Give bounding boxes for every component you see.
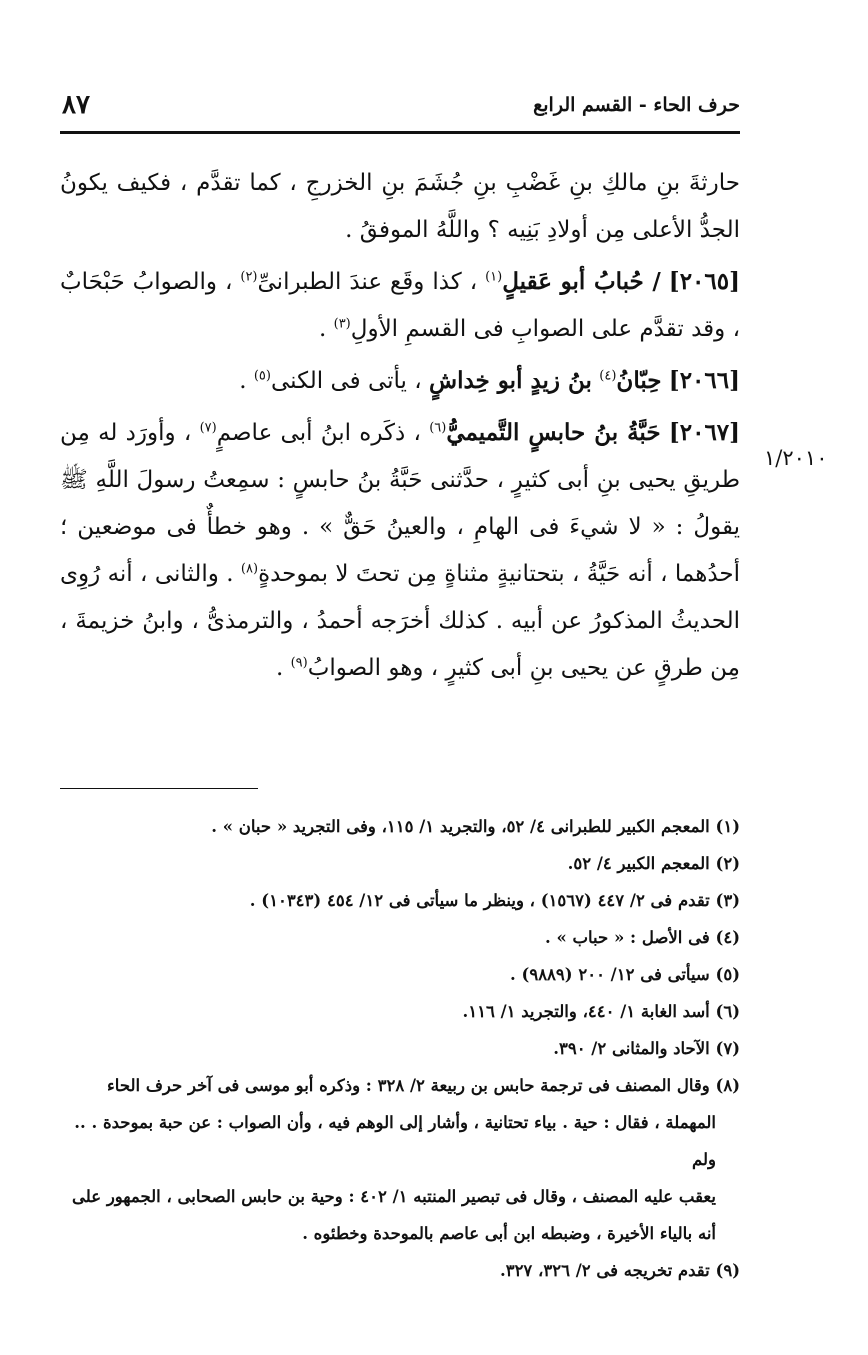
- entry-number: [٢٠٦٥]: [668, 268, 740, 295]
- entry-name: / حُبابُ أبو عَقيلٍ: [502, 268, 661, 295]
- paragraph-continuation: حارثةَ بنِ مالكِ بنِ غَضْبِ بنِ جُشَمَ بنِ الخزرجِ ، كما تقدَّم ، فكيف يكونُ الجدُّ الأعلى مِن أولادِ بَنِيه ؟ واللَّهُ الموفقُ .: [60, 170, 740, 243]
- footnote-1: (١) المعجم الكبير للطبرانى ٤/ ٥٢، والتجريد ١/ ١١٥، وفى التجريد « حبان » .: [211, 817, 740, 836]
- footnote-marker: (٥): [253, 368, 271, 384]
- entry-2067: [60, 409, 740, 692]
- footnote-8-continued: أنه بالياء الأخيرة ، وضبطه ابن أبى عاصم بالموحدة وخطئوه .: [302, 1224, 716, 1243]
- entry-2065: [60, 258, 740, 353]
- footnote-8-continued: يعقب عليه المصنف ، وقال فى تبصير المنتبه ١/ ٤٠٢ : وحية بن حابس الصحابى ، الجمهور على: [72, 1187, 716, 1206]
- entry-text: . والثانى ، أنه رُوِى الحديثُ المذكورُ عن أبيه . كذلك أخرَجه أحمدُ ، والترمذىُّ ، وابنُ خزيمةَ ، مِن طرقٍ عن يحيى بنِ أبى كثيرٍ ، وهو الصوابُ: [60, 561, 740, 681]
- entry-text: .: [318, 316, 327, 342]
- footnote-marker: (٤): [599, 368, 617, 384]
- footnote-6: (٦) أسد الغابة ١/ ٤٤٠، والتجريد ١/ ١١٦.: [462, 1002, 740, 1021]
- entry-number: [٢٠٦٧]: [668, 419, 741, 446]
- footnote-marker: (٢): [240, 269, 258, 285]
- main-text: [60, 160, 828, 696]
- footnote-marker: (٧): [199, 420, 217, 436]
- entry-2066: [60, 357, 740, 405]
- footnote-8: (٨) وقال المصنف فى ترجمة حابس بن ربيعة ٢/ ٣٢٨ : وذكره أبو موسى فى آخر حرف الحاء: [107, 1076, 740, 1095]
- footnote-9: (٩) تقدم تخريجه فى ٢/ ٣٢٦، ٣٢٧.: [499, 1261, 740, 1280]
- footnote-rule: [60, 788, 258, 789]
- entry-text: ، يأتى فى الكنى: [270, 368, 422, 394]
- page-number: ٨٧: [62, 90, 90, 120]
- page-header: [52, 88, 740, 128]
- entry-text: ، كذا وقَع عندَ الطبرانىِّ: [257, 269, 478, 295]
- footnote-marker: (٣): [333, 316, 351, 332]
- entry-text: ، وأورَد له مِن طريقِ يحيى بنِ أبى كثيرٍ ، حدَّثنى حَبَّةُ بنُ حابسٍ : سمِعتُ رسولَ اللَّهِ ﷺ يقولُ : « لا شيءَ فى الهامِ ، والعينُ حَقٌّ » . وهو خطأٌ فى موضعين ؛ أحدُهما ، أنه حَيَّةُ ، بتحتانيةٍ مثناةٍ مِن تحتَ لا بموحدةٍ: [60, 420, 741, 587]
- footnote-7: (٧) الآحاد والمثانى ٢/ ٣٩٠.: [553, 1039, 740, 1058]
- margin-reference: ١/٢٠١٠: [764, 446, 828, 470]
- header-rule: [60, 131, 740, 134]
- entry-name: حِبّانُ: [616, 367, 662, 394]
- entry-name: بنُ زيدٍ أبو خِداشٍ: [429, 367, 592, 394]
- footnote-marker: (٨): [240, 561, 259, 577]
- running-title: حرف الحاء - القسم الرابع: [533, 94, 740, 116]
- entry-number: [٢٠٦٦]: [668, 367, 740, 394]
- entry-text: .: [275, 655, 284, 681]
- footnotes: [52, 808, 740, 1289]
- footnote-4: (٤) فى الأصل : « حباب » .: [544, 928, 740, 947]
- footnote-marker: (٦): [429, 420, 447, 436]
- footnote-marker: (١): [485, 269, 503, 285]
- footnote-8-continued: المهملة ، فقال : حية . بياء تحتانية ، وأشار إلى الوهم فيه ، وأن الصواب : عن حبة بموحدة . .. ولم: [74, 1113, 716, 1169]
- entry-text: ، ذكَره ابنُ أبى عاصمٍ: [216, 420, 421, 446]
- footnote-5: (٥) سيأتى فى ١٢/ ٢٠٠ (٩٨٨٩) .: [510, 965, 740, 984]
- footnote-3: (٣) تقدم فى ٢/ ٤٤٧ (١٥٦٧) ، وينظر ما سيأتى فى ١٢/ ٤٥٤ (١٠٣٤٣) .: [249, 891, 740, 910]
- entry-text: ، والصوابُ حَبْحَابٌ ، وقد تقدَّم على الصوابِ فى القسمِ الأولِ: [60, 269, 740, 342]
- entry-text: .: [239, 368, 247, 394]
- footnote-marker: (٩): [290, 655, 308, 671]
- entry-name: حَبَّةُ بنُ حابسٍ التَّميميُّ: [446, 419, 661, 446]
- footnote-2: (٢) المعجم الكبير ٤/ ٥٢.: [567, 854, 740, 873]
